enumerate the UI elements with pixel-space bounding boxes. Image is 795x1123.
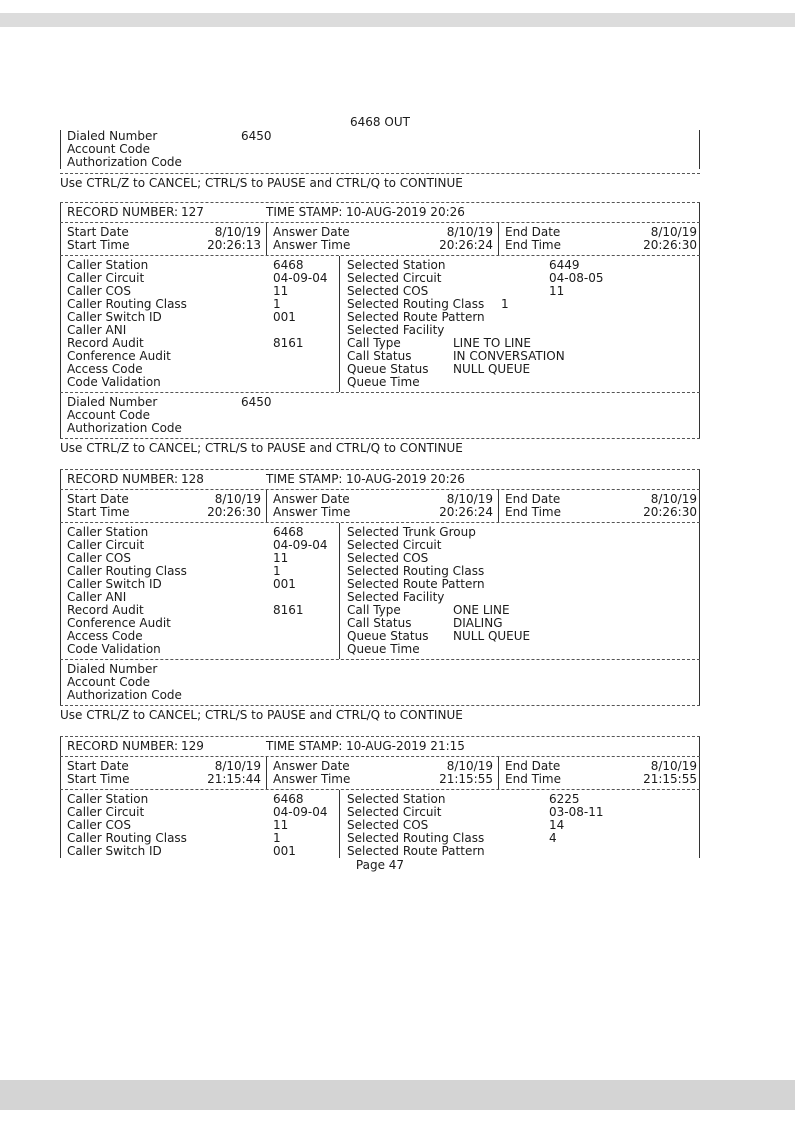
time-stamp-value: 10-AUG-2019 20:26 [346,472,465,486]
call-type-value: LINE TO LINE [453,336,531,350]
record-127 [60,202,700,439]
caller-circuit-label: Caller Circuit [67,538,145,552]
answer-date-label: Answer Date [273,492,350,506]
timing-section [60,490,700,522]
account-code-label: Account Code [67,142,150,156]
end-date-value: 8/10/19 [650,759,697,773]
caller-switch-id-label: Caller Switch ID [67,310,162,324]
code-validation-label: Code Validation [67,375,161,389]
end-time-value: 20:26:30 [643,238,697,252]
selected-routing-class-value: 1 [501,297,509,311]
end-date-label: End Date [505,492,561,506]
caller-cos-label: Caller COS [67,818,131,832]
end-time-value: 20:26:30 [643,505,697,519]
selected-station-label: Selected Station [347,792,446,806]
divider [60,705,700,706]
dialed-number-row [61,130,699,143]
control-notice: Use CTRL/Z to CANCEL; CTRL/S to PAUSE and CTRL/Q to CONTINUE [60,708,463,722]
time-stamp-value: 10-AUG-2019 20:26 [346,205,465,219]
answer-date-label: Answer Date [273,225,350,239]
access-code-label: Access Code [67,629,143,643]
dialed-number-row [61,663,699,676]
detail-row [61,643,699,656]
dialed-number-label: Dialed Number [67,662,158,676]
selected-cos-label: Selected COS [347,551,429,565]
caller-cos-value: 11 [273,284,289,298]
timing-section [60,757,700,789]
record-audit-value: 8161 [273,336,304,350]
report-page [60,114,700,873]
selected-routing-class-label: Selected Routing Class [347,297,485,311]
record-header-row [61,740,699,753]
caller-switch-id-value: 001 [273,577,296,591]
selected-cos-value: 14 [549,818,565,832]
time-stamp-value: 10-AUG-2019 21:15 [346,739,465,753]
start-date-value: 8/10/19 [214,492,261,506]
page-header: 6468 OUT [350,115,410,129]
conference-audit-label: Conference Audit [67,616,171,630]
record-129 [60,736,700,858]
record-audit-value: 8161 [273,603,304,617]
start-time-value: 20:26:13 [207,238,261,252]
call-type-label: Call Type [347,603,401,617]
dialed-number-value: 6450 [241,395,272,409]
call-status-label: Call Status [347,616,412,630]
dialed-number-value: 6450 [241,129,272,143]
caller-station-label: Caller Station [67,525,149,539]
record-number-value: 129 [181,739,204,753]
start-time-value: 21:15:44 [207,772,261,786]
record-audit-label: Record Audit [67,603,144,617]
end-time-label: End Time [505,505,561,519]
answer-time-value: 20:26:24 [439,505,493,519]
authorization-code-label: Authorization Code [67,688,182,702]
dialed-section [60,393,700,438]
start-date-label: Start Date [67,492,129,506]
end-date-label: End Date [505,759,561,773]
answer-date-label: Answer Date [273,759,350,773]
end-date-value: 8/10/19 [650,492,697,506]
caller-switch-id-label: Caller Switch ID [67,577,162,591]
authorization-code-row [61,156,699,169]
selected-routing-class-label: Selected Routing Class [347,831,485,845]
selected-trunk-group-label: Selected Trunk Group [347,525,476,539]
selected-cos-label: Selected COS [347,818,429,832]
end-date-value: 8/10/19 [650,225,697,239]
authorization-code-row [61,689,699,702]
time-row [61,506,699,519]
detail-row [61,845,699,858]
selected-circuit-label: Selected Circuit [347,271,442,285]
selected-circuit-value: 04-08-05 [549,271,604,285]
caller-ani-label: Caller ANI [67,590,127,604]
scan-edge-top [0,13,795,27]
caller-cos-label: Caller COS [67,551,131,565]
selected-route-pattern-label: Selected Route Pattern [347,844,485,858]
start-date-value: 8/10/19 [214,225,261,239]
start-date-value: 8/10/19 [214,759,261,773]
caller-circuit-label: Caller Circuit [67,805,145,819]
record-header-row [61,473,699,486]
caller-routing-class-value: 1 [273,564,281,578]
caller-routing-class-label: Caller Routing Class [67,831,187,845]
time-stamp-label: TIME STAMP: [266,739,343,753]
record-number-value: 128 [181,472,204,486]
access-code-label: Access Code [67,362,143,376]
dialed-section [60,660,700,705]
code-validation-label: Code Validation [67,642,161,656]
caller-switch-id-label: Caller Switch ID [67,844,162,858]
end-time-label: End Time [505,772,561,786]
authorization-code-label: Authorization Code [67,421,182,435]
selected-routing-class-label: Selected Routing Class [347,564,485,578]
authorization-code-row [61,422,699,435]
record-audit-label: Record Audit [67,336,144,350]
dialed-number-label: Dialed Number [67,129,158,143]
divider [60,438,700,439]
record-number-label: RECORD NUMBER: [67,739,179,753]
answer-time-label: Answer Time [273,772,351,786]
end-time-label: End Time [505,238,561,252]
detail-section [60,523,700,659]
detail-section [60,790,700,858]
caller-routing-class-value: 1 [273,831,281,845]
caller-circuit-value: 04-09-04 [273,271,328,285]
selected-circuit-label: Selected Circuit [347,538,442,552]
control-notice: Use CTRL/Z to CANCEL; CTRL/S to PAUSE and CTRL/Q to CONTINUE [60,176,463,190]
detail-row [61,376,699,389]
caller-routing-class-label: Caller Routing Class [67,564,187,578]
selected-cos-label: Selected COS [347,284,429,298]
start-date-label: Start Date [67,225,129,239]
selected-circuit-label: Selected Circuit [347,805,442,819]
record-header [60,737,700,756]
selected-cos-value: 11 [549,284,565,298]
time-row [61,773,699,786]
selected-facility-label: Selected Facility [347,323,445,337]
call-type-label: Call Type [347,336,401,350]
selected-routing-class-value: 4 [549,831,557,845]
caller-cos-value: 11 [273,551,289,565]
time-row [61,239,699,252]
caller-station-value: 6468 [273,525,304,539]
caller-station-label: Caller Station [67,258,149,272]
answer-time-label: Answer Time [273,505,351,519]
answer-date-value: 8/10/19 [446,225,493,239]
call-status-label: Call Status [347,349,412,363]
caller-circuit-value: 04-09-04 [273,538,328,552]
caller-ani-label: Caller ANI [67,323,127,337]
time-stamp-label: TIME STAMP: [266,205,343,219]
scan-edge-bottom [0,1080,795,1110]
end-time-value: 21:15:55 [643,772,697,786]
caller-routing-class-label: Caller Routing Class [67,297,187,311]
selected-circuit-value: 03-08-11 [549,805,604,819]
time-stamp-label: TIME STAMP: [266,472,343,486]
start-time-label: Start Time [67,238,130,252]
answer-date-value: 8/10/19 [446,759,493,773]
queue-time-label: Queue Time [347,375,420,389]
queue-status-value: NULL QUEUE [453,629,531,643]
caller-switch-id-value: 001 [273,310,296,324]
caller-circuit-value: 04-09-04 [273,805,328,819]
selected-facility-label: Selected Facility [347,590,445,604]
date-row [61,226,699,239]
start-date-label: Start Date [67,759,129,773]
record-header-row [61,206,699,219]
call-status-value: DIALING [453,616,503,630]
timing-section [60,223,700,255]
record-number-label: RECORD NUMBER: [67,205,179,219]
selected-route-pattern-label: Selected Route Pattern [347,310,485,324]
selected-station-label: Selected Station [347,258,446,272]
authorization-code-label: Authorization Code [67,155,182,169]
caller-station-label: Caller Station [67,792,149,806]
caller-routing-class-value: 1 [273,297,281,311]
queue-status-label: Queue Status [347,629,429,643]
date-row [61,760,699,773]
answer-time-value: 20:26:24 [439,238,493,252]
record-128 [60,469,700,706]
account-code-label: Account Code [67,675,150,689]
date-row [61,493,699,506]
answer-time-label: Answer Time [273,238,351,252]
end-date-label: End Date [505,225,561,239]
caller-cos-value: 11 [273,818,289,832]
start-time-label: Start Time [67,772,130,786]
call-type-value: ONE LINE [453,603,510,617]
call-status-value: IN CONVERSATION [453,349,565,363]
control-notice: Use CTRL/Z to CANCEL; CTRL/S to PAUSE and CTRL/Q to CONTINUE [60,441,463,455]
start-time-label: Start Time [67,505,130,519]
record-header [60,203,700,222]
caller-cos-label: Caller COS [67,284,131,298]
caller-station-value: 6468 [273,258,304,272]
previous-record-tail [60,130,700,169]
answer-date-value: 8/10/19 [446,492,493,506]
record-header [60,470,700,489]
caller-station-value: 6468 [273,792,304,806]
page-number: Page 47 [355,858,405,872]
account-code-label: Account Code [67,408,150,422]
record-number-value: 127 [181,205,204,219]
record-number-label: RECORD NUMBER: [67,472,179,486]
queue-status-label: Queue Status [347,362,429,376]
selected-station-value: 6225 [549,792,580,806]
selected-station-value: 6449 [549,258,580,272]
answer-time-value: 21:15:55 [439,772,493,786]
caller-switch-id-value: 001 [273,844,296,858]
queue-time-label: Queue Time [347,642,420,656]
dialed-number-row [61,396,699,409]
start-time-value: 20:26:30 [207,505,261,519]
detail-section [60,256,700,392]
selected-route-pattern-label: Selected Route Pattern [347,577,485,591]
conference-audit-label: Conference Audit [67,349,171,363]
dialed-number-label: Dialed Number [67,395,158,409]
queue-status-value: NULL QUEUE [453,362,531,376]
caller-circuit-label: Caller Circuit [67,271,145,285]
